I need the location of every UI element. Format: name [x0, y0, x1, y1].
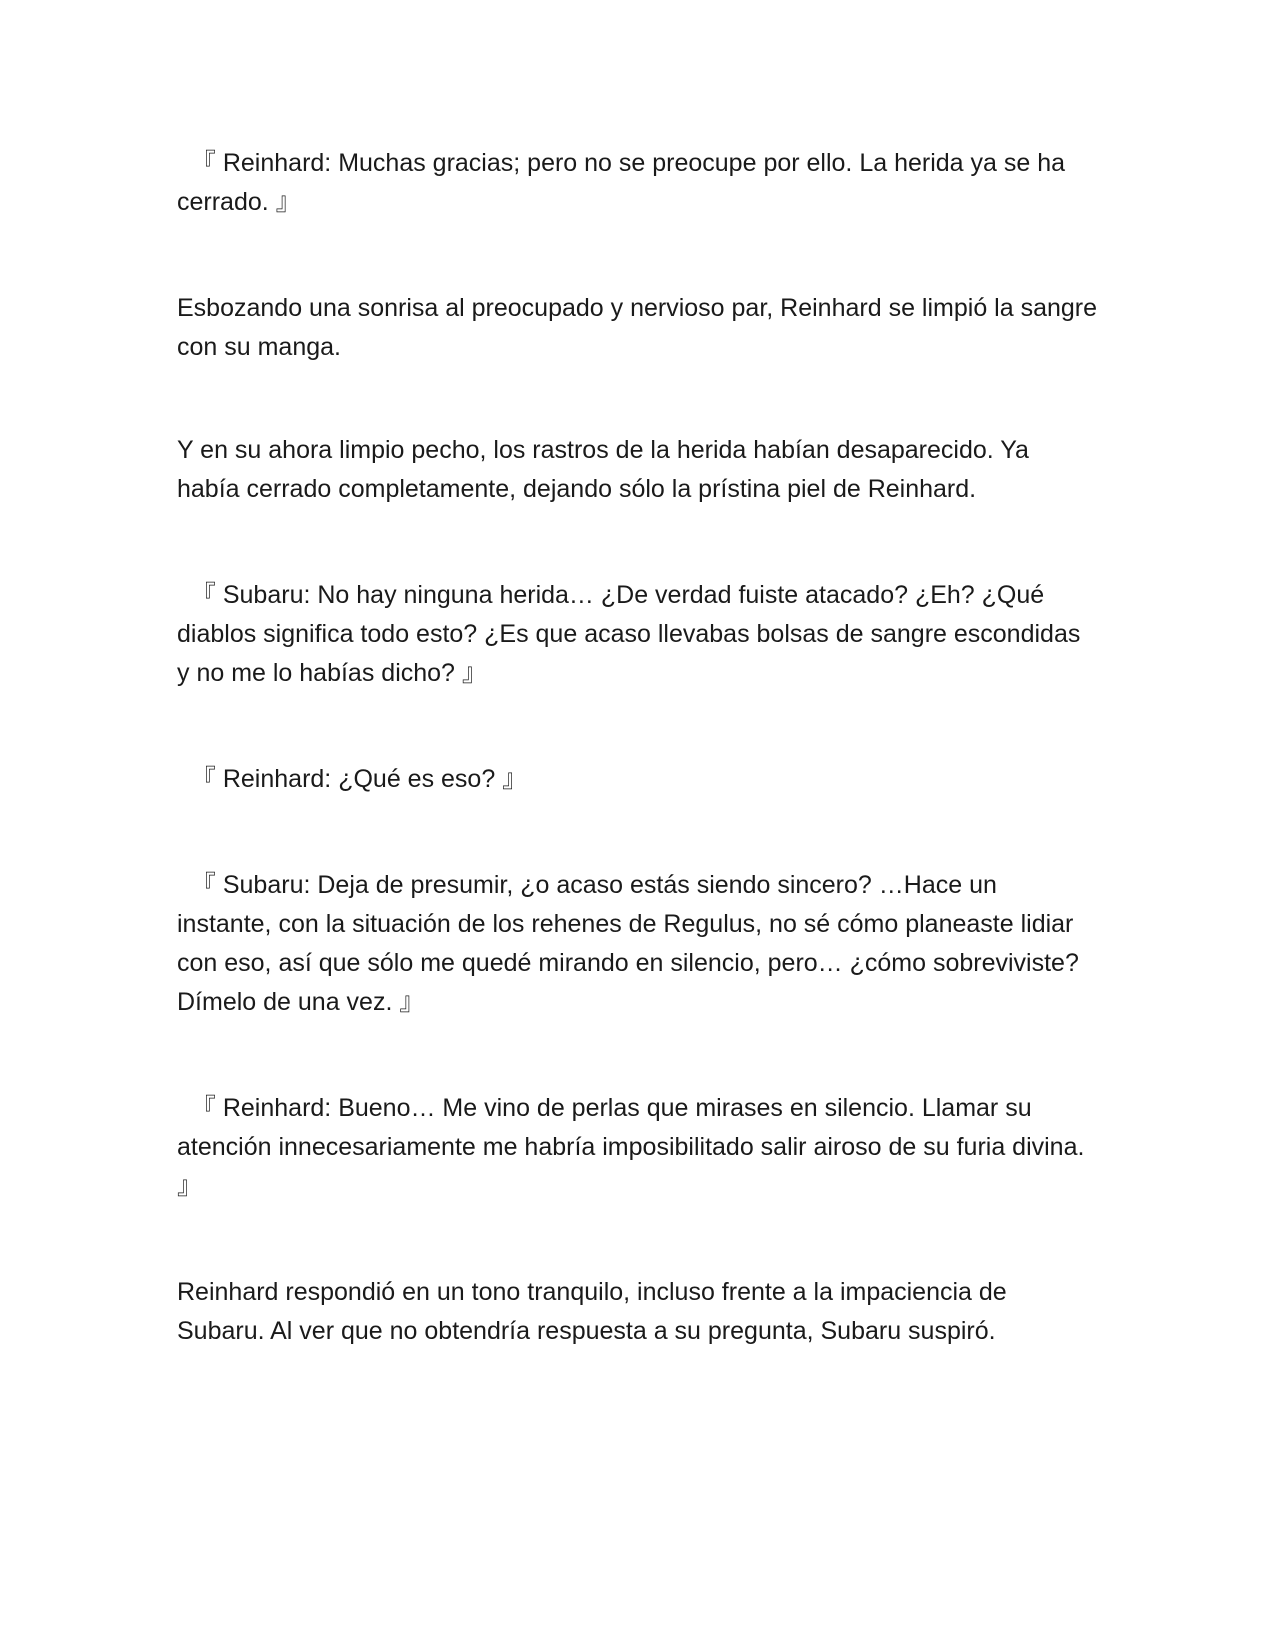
document-body	[177, 144, 1104, 1351]
paragraph-subaru-show-off: 『 Subaru: Deja de presumir, ¿o acaso estás siendo sincero? …Hace un instante, con la situación de los rehenes de Regulus, no sé cómo planeaste lidiar con eso, así que sólo me quedé mirando en silencio, pero… ¿cómo sobreviviste? Dímelo de una vez. 』	[177, 871, 1086, 1016]
paragraph-subaru-no-wound: 『 Subaru: No hay ninguna herida… ¿De verdad fuiste atacado? ¿Eh? ¿Qué diablos significa todo esto? ¿Es que acaso llevabas bolsas de sangre escondidas y no me lo habías dicho? 』	[177, 581, 1088, 687]
paragraph-reinhard-thanks: 『 Reinhard: Muchas gracias; pero no se preocupe por ello. La herida ya se ha cerrado. 』	[177, 149, 1072, 216]
paragraph-reinhard-what: 『 Reinhard: ¿Qué es eso? 』	[177, 765, 528, 793]
paragraph-reinhard-well: 『 Reinhard: Bueno… Me vino de perlas que mirases en silencio. Llamar su atención innecesariamente me habría imposibilitado salir airoso de su furia divina. 』	[177, 1094, 1092, 1200]
paragraph-narration-chest: Y en su ahora limpio pecho, los rastros de la herida habían desaparecido. Ya había cerrado completamente, dejando sólo la prístina piel de Reinhard.	[177, 436, 1036, 503]
paragraph-narration-smile: Esbozando una sonrisa al preocupado y nervioso par, Reinhard se limpió la sangre con su manga.	[177, 294, 1104, 361]
paragraph-narration-sigh: Reinhard respondió en un tono tranquilo, incluso frente a la impaciencia de Subaru. Al ver que no obtendría respuesta a su pregunta, Subaru suspiró.	[177, 1278, 1014, 1345]
